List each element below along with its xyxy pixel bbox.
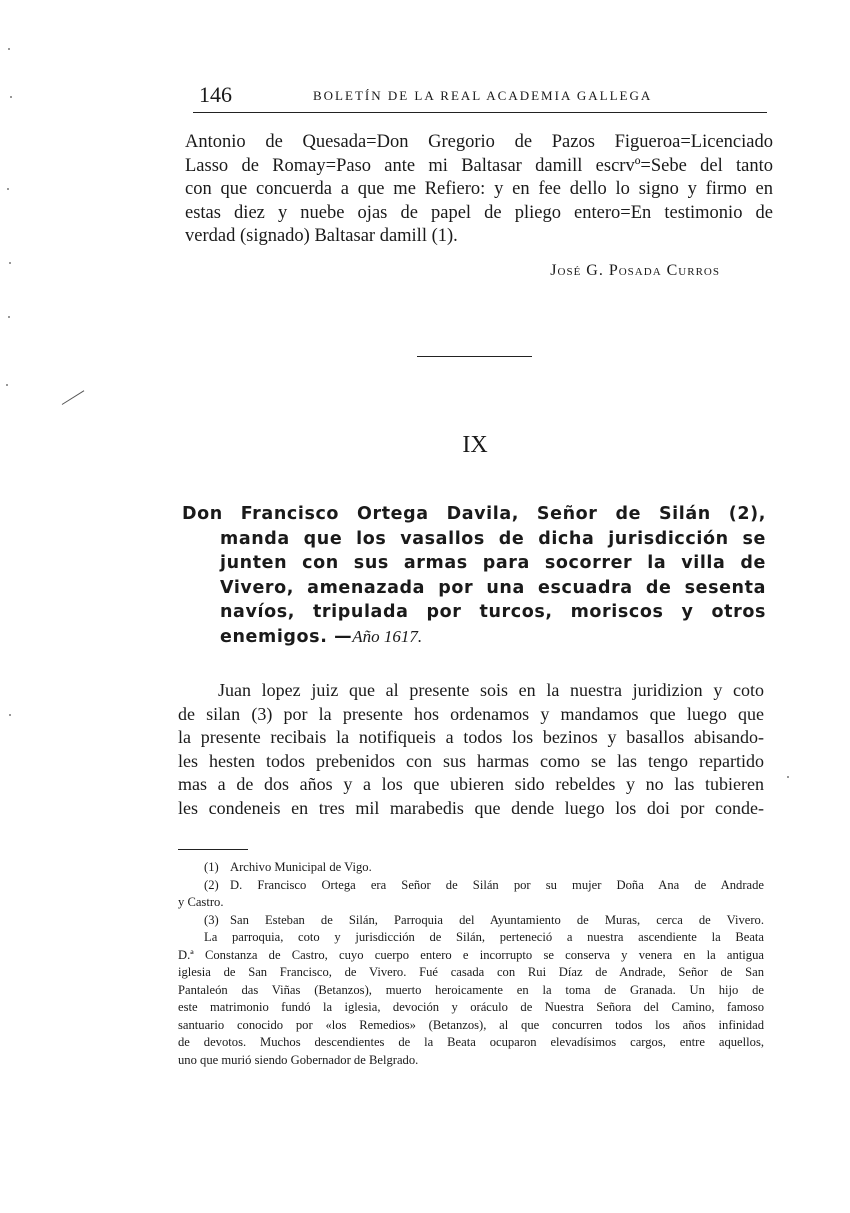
footnote-line: uno que murió siendo Gobernador de Belgrado. <box>178 1052 419 1067</box>
text-line: mas a de dos años y a los que ubieren sido rebeldes y no las tubieren <box>178 774 764 795</box>
text-line: les hesten todos prebenidos con sus harmas como se las tengo repartido <box>178 750 764 771</box>
footnote-mark: (2) <box>204 877 219 892</box>
footnote-line: santuario conocido por «los Remedios» (Betanzos), al que concurren todos los años infinidad <box>178 1017 764 1032</box>
footnote-rule <box>178 849 248 850</box>
footnote-text: Archivo Municipal de Vigo. <box>230 860 372 874</box>
previous-document-ending <box>185 131 773 249</box>
title-line: navíos, tripulada por turcos, moriscos y otros <box>220 602 766 622</box>
text-line: verdad (signado) Baltasar damill (1). <box>185 226 458 246</box>
text-line: les condeneis en tres mil marabedis que dende luego los doi por conde- <box>178 797 764 818</box>
document-body <box>178 679 764 821</box>
title-line-text: enemigos. — <box>220 626 353 647</box>
margin-speck <box>9 714 11 716</box>
footnote-text: San Esteban de Silán, Parroquia del Ayuntamiento de Muras, cerca de Vivero. <box>230 912 764 927</box>
footnote-1 <box>178 859 764 877</box>
document-year: Año 1617. <box>352 626 423 646</box>
footnote-line: Pantaleón das Viñas (Betanzos), muerto heroicamente en la toma de Granada. Un hijo de <box>178 982 764 997</box>
footnotes <box>178 859 764 1069</box>
margin-speck <box>8 48 10 50</box>
text-line: la presente recibais la notifiqueis a todos los bezinos y basallos abisando- <box>178 727 764 748</box>
text-line: estas diez y nuebe ojas de papel de pliego entero=En testimonio de <box>185 202 773 223</box>
running-head <box>193 82 767 113</box>
margin-speck <box>6 384 8 386</box>
document-title <box>182 502 766 649</box>
footnote-line: D.ª Constanza de Castro, cuyo cuerpo entero e incorrupto se conserva y venera en la antigua <box>178 947 764 962</box>
footnote-2-continuation: y Castro. <box>178 895 224 909</box>
text-line: de silan (3) por la presente hos ordenamos y mandamos que luego que <box>178 703 764 724</box>
margin-speck <box>7 188 9 190</box>
text-line: Antonio de Quesada=Don Gregorio de Pazos Figueroa=Licenciado <box>185 132 773 152</box>
footnote-text: D. Francisco Ortega era Señor de Silán por su mujer Doña Ana de Andrade <box>230 877 764 892</box>
section-divider <box>417 356 532 357</box>
margin-speck <box>8 316 10 318</box>
title-line: junten con sus armas para socorrer la villa de <box>220 553 766 573</box>
margin-speck <box>787 776 789 778</box>
margin-speck <box>9 262 11 264</box>
margin-speck <box>10 96 12 98</box>
footnote-line: este matrimonio fundó la iglesia, devoción y oráculo de Nuestra Señora del Camino, famoso <box>178 1000 764 1014</box>
title-line: Don Francisco Ortega Davila, Señor de Silán (2), <box>182 504 766 524</box>
margin-pencil-mark <box>62 390 85 405</box>
title-line: manda que los vasallos de dicha jurisdicción se <box>220 528 766 549</box>
footnote-2 <box>178 877 764 895</box>
footnote-line: iglesia de San Francisco, de Vivero. Fué casada con Rui Díaz de Andrade, Señor de San <box>178 965 764 979</box>
footnote-line: La parroquia, coto y jurisdicción de Silán, perteneció a nuestra ascendiente la Beata <box>204 930 764 944</box>
footnote-line: de devotos. Muchos descendientes de la Beata ocuparon elevadísimos cargos, entre aquellos, <box>178 1035 764 1049</box>
page-number: 146 <box>199 82 232 107</box>
section-number: IX <box>462 432 488 458</box>
author-signature: José G. Posada Curros <box>550 262 720 279</box>
journal-title: BOLETÍN DE LA REAL ACADEMIA GALLEGA <box>313 88 653 103</box>
footnote-3 <box>178 912 764 930</box>
text-line: Lasso de Romay=Paso ante mi Baltasar damill escrvº=Sebe del tanto <box>185 155 773 176</box>
footnote-mark: (1) <box>204 860 219 874</box>
title-line: Vivero, amenazada por una escuadra de sesenta <box>220 577 766 598</box>
text-line: con que concuerda a que me Refiero: y en fee dello lo signo y firmo en <box>185 179 773 199</box>
title-line-last <box>182 625 766 650</box>
text-line: Juan lopez juiz que al presente sois en la nuestra juridizion y coto <box>218 680 764 700</box>
footnote-mark: (3) <box>204 912 219 927</box>
